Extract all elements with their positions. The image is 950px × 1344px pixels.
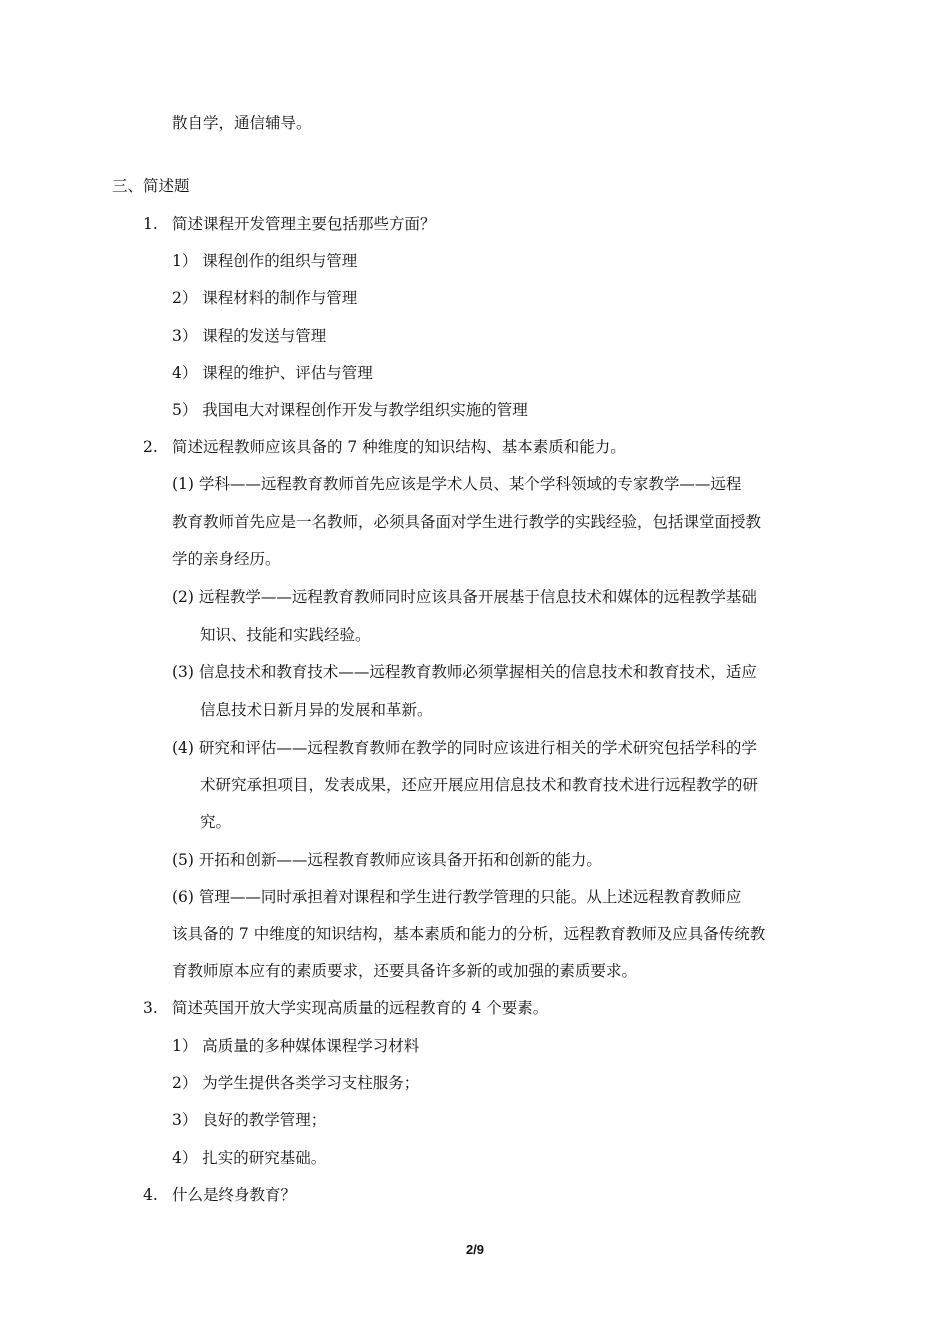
paragraph-line: 究。	[200, 813, 232, 831]
paragraph-line: 育教师原本应有的素质要求，还要具备许多新的或加强的素质要求。	[172, 962, 638, 980]
list-item: 2） 课程材料的制作与管理	[172, 289, 358, 307]
paragraph-line: (4) 研究和评估——远程教育教师在教学的同时应该进行相关的学术研究包括学科的学	[172, 739, 757, 757]
section-heading: 三、简述题	[112, 177, 190, 195]
list-item: 4） 课程的维护、评估与管理	[172, 364, 373, 382]
list-item: 5） 我国电大对课程创作开发与教学组织实施的管理	[172, 401, 528, 419]
text-line: 散自学，通信辅导。	[172, 114, 312, 132]
paragraph-line: 知识、技能和实践经验。	[200, 626, 371, 644]
question-number: 2.	[143, 438, 158, 456]
question-number: 1.	[143, 215, 158, 233]
paragraph-line: (5) 开拓和创新——远程教育教师应该具备开拓和创新的能力。	[172, 851, 602, 869]
question-text: 简述英国开放大学实现高质量的远程教育的 4 个要素。	[172, 999, 549, 1017]
paragraph-line: 教育教师首先应是一名教师，必须具备面对学生进行教学的实践经验，包括课堂面授教	[172, 513, 762, 531]
question-text: 简述课程开发管理主要包括那些方面？	[172, 215, 436, 233]
list-item: 2） 为学生提供各类学习支柱服务；	[172, 1074, 420, 1092]
list-item: 4） 扎实的研究基础。	[172, 1149, 327, 1167]
question-number: 3.	[143, 999, 158, 1017]
paragraph-line: 该具备的 7 中维度的知识结构，基本素质和能力的分析，远程教育教师及应具备传统教	[172, 925, 766, 943]
paragraph-line: 学的亲身经历。	[172, 550, 281, 568]
list-item: 3） 课程的发送与管理	[172, 327, 327, 345]
page-number: 2/9	[465, 1242, 485, 1257]
paragraph-line: (3) 信息技术和教育技术——远程教育教师必须掌握相关的信息技术和教育技术，适应	[172, 663, 757, 681]
paragraph-line: (6) 管理——同时承担着对课程和学生进行教学管理的只能。从上述远程教育教师应	[172, 888, 742, 906]
list-item: 1） 高质量的多种媒体课程学习材料	[172, 1037, 420, 1055]
question-text: 什么是终身教育？	[172, 1186, 297, 1204]
question-number: 4.	[143, 1186, 158, 1204]
paragraph-line: 术研究承担项目，发表成果，还应开展应用信息技术和教育技术进行远程教学的研	[200, 776, 759, 794]
paragraph-line: (1) 学科——远程教育教师首先应该是学术人员、某个学科领域的专家教学——远程	[172, 475, 742, 493]
list-item: 3） 良好的教学管理；	[172, 1111, 327, 1129]
question-text: 简述远程教师应该具备的 7 种维度的知识结构、基本素质和能力。	[172, 438, 626, 456]
paragraph-line: (2) 远程教学——远程教育教师同时应该具备开展基于信息技术和媒体的远程教学基础	[172, 588, 757, 606]
list-item: 1） 课程创作的组织与管理	[172, 252, 358, 270]
paragraph-line: 信息技术日新月异的发展和革新。	[200, 701, 433, 719]
